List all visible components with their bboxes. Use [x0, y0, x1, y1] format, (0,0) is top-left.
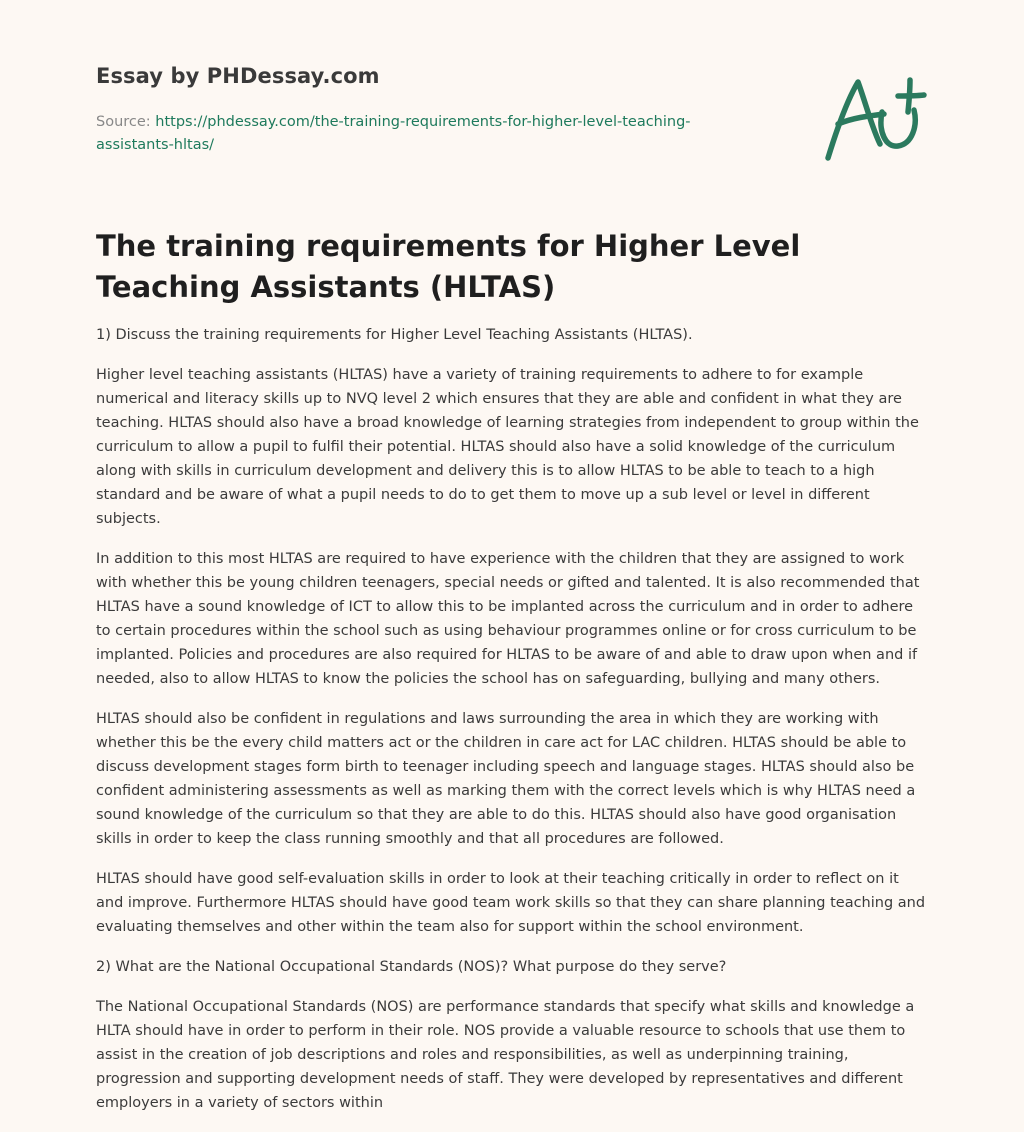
article-paragraph: In addition to this most HLTAS are required to have experience with the children that they are assigned to work with whether this be young children teenagers, special needs or gifted and talented. It is also recommended that HLTAS have a sound knowledge of ICT to allow this to be implanted across the curriculum and in order to adhere to certain procedures within the school such as using behaviour programmes online or for cross curriculum to be implanted. Policies and procedures are also required for HLTAS to be aware of and able to draw upon when and if needed, also to allow HLTAS to know the policies the school has on safeguarding, bullying and many others. [96, 551, 920, 687]
article-body [96, 323, 930, 1131]
article-title: The training requirements for Higher Level Teaching Assistants (HLTAS) [96, 229, 801, 304]
article-paragraph: HLTAS should also be confident in regulations and laws surrounding the area in which they are working with whether this be the every child matters act or the children in care act for LAC children. HLTAS should be able to discuss development stages form birth to teenager including speech and language stages. HLTAS should also be confident administering assessments as well as marking them with the correct levels which is why HLTAS need a sound knowledge of the curriculum so that they are able to do this. HLTAS should also have good organisation skills in order to keep the class running smoothly and that all procedures are followed. [96, 711, 916, 847]
article-paragraph: Higher level teaching assistants (HLTAS) have a variety of training requirements to adhere to for example numerical and literacy skills up to NVQ level 2 which ensures that they are able and confident in what they are teaching. HLTAS should also have a broad knowledge of learning strategies from independent to group within the curriculum to allow a pupil to fulfil their potential. HLTAS should also have a solid knowledge of the curriculum along with skills in curriculum development and delivery this is to allow HLTAS to be able to teach to a high standard and be aware of what a pupil needs to do to get them to move up a sub level or level in different subjects. [96, 367, 919, 527]
a-plus-grade-icon [818, 66, 930, 166]
source-link[interactable]: https://phdessay.com/the-training-requirements-for-higher-level-teaching-assistants-hltas/ [96, 114, 691, 153]
article-paragraph: 2) What are the National Occupational Standards (NOS)? What purpose do they serve? [96, 959, 727, 975]
article-paragraph: 1) Discuss the training requirements for Higher Level Teaching Assistants (HLTAS). [96, 327, 693, 343]
source-label: Source: [96, 114, 151, 130]
source-line [96, 111, 716, 157]
article-paragraph: HLTAS should have good self-evaluation skills in order to look at their teaching critically in order to reflect on it and improve. Furthermore HLTAS should have good team work skills so that they can share planning teaching and evaluating themselves and other within the team also for support within the school environment. [96, 871, 926, 935]
article-paragraph: The National Occupational Standards (NOS) are performance standards that specify what skills and knowledge a HLTA should have in order to perform in their role. NOS provide a valuable resource to schools that use them to assist in the creation of job descriptions and roles and responsibilities, as well as underpinning training, progression and supporting development needs of staff. They were developed by representatives and different employers in a variety of sectors within [96, 999, 915, 1111]
site-brand: Essay by PHDessay.com [96, 64, 380, 88]
